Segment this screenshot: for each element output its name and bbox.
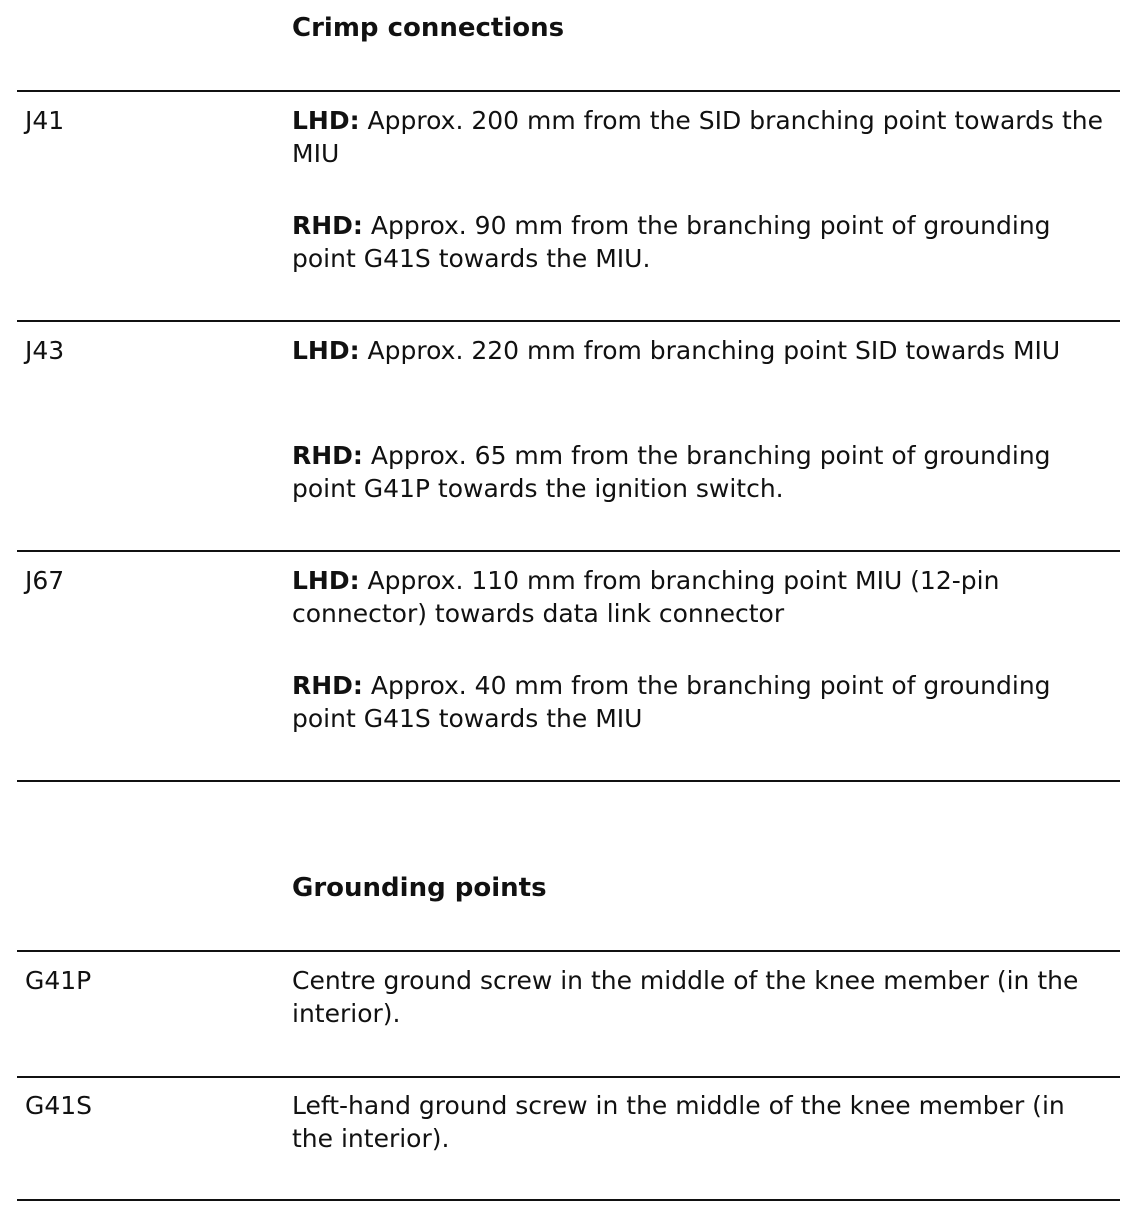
lhd-label: LHD: (292, 106, 360, 135)
table-rule (17, 320, 1120, 322)
table-rule (17, 90, 1120, 92)
rhd-label: RHD: (292, 441, 363, 470)
lhd-text: Approx. 220 mm from branching point SID towards MIU (359, 336, 1061, 365)
rhd-label: RHD: (292, 671, 363, 700)
ground-description: Left-hand ground screw in the middle of the knee member (in the interior). (292, 1091, 1065, 1153)
lhd-label: LHD: (292, 566, 360, 595)
lhd-text: Approx. 110 mm from branching point MIU (12-pin connector) towards data link connector (292, 566, 1000, 628)
table-rule (17, 950, 1120, 952)
lhd-text: Approx. 200 mm from the SID branching point towards the MIU (292, 106, 1103, 168)
connection-code: J41 (25, 106, 65, 135)
rhd-description (292, 439, 1112, 505)
table-rule (17, 1076, 1120, 1078)
crimp-connections-heading: Crimp connections (292, 13, 565, 43)
rhd-text: Approx. 40 mm from the branching point of grounding point G41S towards the MIU (292, 671, 1051, 733)
table-rule (17, 780, 1120, 782)
lhd-label: LHD: (292, 336, 360, 365)
table-rule (17, 1199, 1120, 1201)
lhd-description (292, 334, 1112, 367)
connection-code: J43 (25, 336, 65, 365)
ground-code: G41S (25, 1091, 93, 1120)
rhd-label: RHD: (292, 211, 363, 240)
ground-code: G41P (25, 966, 92, 995)
lhd-description (292, 564, 1112, 630)
connection-code: J67 (25, 566, 65, 595)
rhd-text: Approx. 90 mm from the branching point of grounding point G41S towards the MIU. (292, 211, 1051, 273)
ground-description: Centre ground screw in the middle of the knee member (in the interior). (292, 966, 1079, 1028)
table-rule (17, 550, 1120, 552)
rhd-description (292, 669, 1112, 735)
rhd-description (292, 209, 1112, 275)
lhd-description (292, 104, 1112, 170)
grounding-points-heading: Grounding points (292, 873, 547, 903)
rhd-text: Approx. 65 mm from the branching point of grounding point G41P towards the ignition switch. (292, 441, 1051, 503)
